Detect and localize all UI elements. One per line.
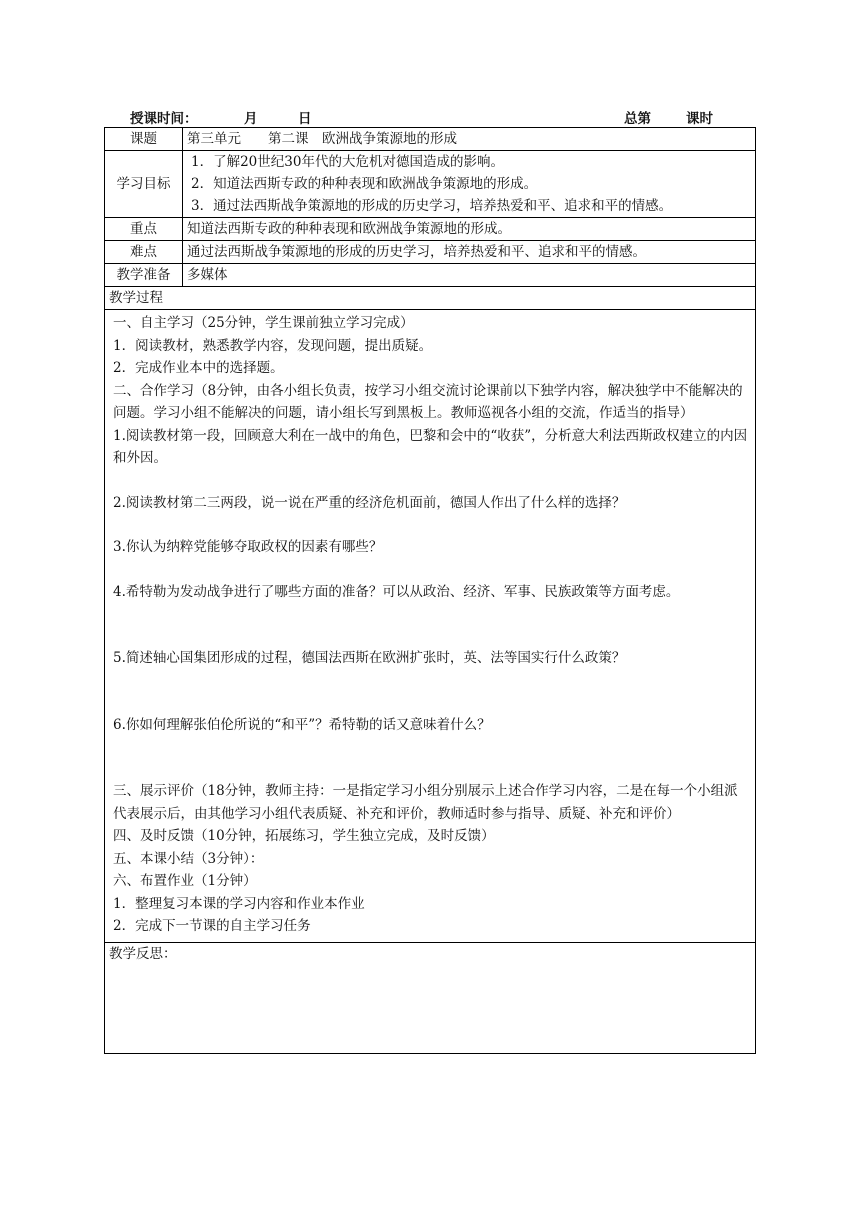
preparation-label: 教学准备 bbox=[105, 264, 183, 287]
lesson-header bbox=[130, 107, 730, 127]
difficulty-row bbox=[105, 241, 756, 264]
self-study-item: 1．阅读教材，熟悉教学内容，发现问题，提出质疑。 bbox=[113, 337, 433, 354]
summary-title: 五、本课小结（3分钟）： bbox=[113, 850, 264, 867]
key-point-value: 知道法西斯专政的种种表现和欧洲战争策源地的形成。 bbox=[183, 218, 756, 241]
question-2: 2.阅读教材第二三两段，说一说在严重的经济危机面前，德国人作出了什么样的选择？ bbox=[113, 494, 626, 511]
homework-item: 2．完成下一节课的自主学习任务 bbox=[113, 918, 311, 934]
preparation-row bbox=[105, 264, 756, 287]
key-point-row bbox=[105, 218, 756, 241]
question-5: 5.简述轴心国集团形成的过程，德国法西斯在欧洲扩张时，英、法等国实行什么政策？ bbox=[113, 650, 626, 666]
homework-item: 1．整理复习本课的学习内容和作业本作业 bbox=[113, 895, 365, 912]
process-content bbox=[105, 310, 756, 943]
homework-title: 六、布置作业（1分钟） bbox=[113, 873, 257, 889]
self-study-item: 2．完成作业本中的选择题。 bbox=[113, 360, 284, 376]
process-label-row bbox=[105, 287, 756, 310]
goals-label: 学习目标 bbox=[105, 151, 183, 218]
key-point-label: 重点 bbox=[105, 218, 183, 241]
goal-item: 3．通过法西斯战争策源地的形成的历史学习，培养热爱和平、追求和平的情感。 bbox=[191, 198, 673, 214]
presentation-title: 三、展示评价（18分钟，教师主持：一是指定学习小组分别展示上述合作学习内容，二是在每一个小组派代表展示后，由其他学习小组代表质疑、补充和评价，教师适时参与指导、质疑、补充和评价） bbox=[113, 783, 738, 822]
day-label: 日 bbox=[298, 111, 312, 127]
lesson-time-label: 授课时间： bbox=[130, 111, 198, 127]
topic-label: 课题 bbox=[105, 128, 183, 151]
goal-item: 2．知道法西斯专政的种种表现和欧洲战争策源地的形成。 bbox=[191, 176, 538, 192]
self-study-title: 一、自主学习（25分钟，学生课前独立学习完成） bbox=[113, 315, 414, 331]
topic-row bbox=[105, 128, 756, 151]
feedback-title: 四、及时反馈（10分钟，拓展练习，学生独立完成，及时反馈） bbox=[113, 828, 495, 844]
difficulty-label: 难点 bbox=[105, 241, 183, 264]
preparation-value: 多媒体 bbox=[183, 264, 756, 287]
question-1: 1.阅读教材第一段，回顾意大利在一战中的角色，巴黎和会中的“收获”，分析意大利法西斯政权建立的内因和外因。 bbox=[113, 427, 748, 466]
period-label: 课时 bbox=[686, 111, 713, 127]
month-label: 月 bbox=[244, 111, 258, 127]
question-4: 4.希特勒为发动战争进行了哪些方面的准备？可以从政治、经济、军事、民族政策等方面考虑。 bbox=[113, 583, 680, 600]
cooperative-study-title: 二、合作学习（8分钟，由各小组长负责，按学习小组交流讨论课前以下独学内容，解决独学中不能解决的问题。学习小组不能解决的问题，请小组长写到黑板上。教师巡视各小组的交流，作适当的指导） bbox=[113, 382, 743, 421]
total-label: 总第 bbox=[624, 111, 651, 127]
process-row bbox=[105, 310, 756, 943]
reflection-row bbox=[105, 942, 756, 1053]
goal-item: 1．了解20世纪30年代的大危机对德国造成的影响。 bbox=[191, 154, 504, 170]
topic-value: 第三单元 第二课 欧洲战争策源地的形成 bbox=[183, 128, 756, 151]
question-6: 6.你如何理解张伯伦所说的“和平”？希特勒的话又意味着什么？ bbox=[113, 716, 491, 733]
question-3: 3.你认为纳粹党能够夺取政权的因素有哪些？ bbox=[113, 539, 383, 555]
goals-row bbox=[105, 151, 756, 218]
lesson-plan-table bbox=[104, 127, 756, 1054]
process-label: 教学过程 bbox=[105, 287, 756, 310]
reflection-label: 教学反思： bbox=[105, 942, 756, 1053]
difficulty-value: 通过法西斯战争策源地的形成的历史学习，培养热爱和平、追求和平的情感。 bbox=[183, 241, 756, 264]
